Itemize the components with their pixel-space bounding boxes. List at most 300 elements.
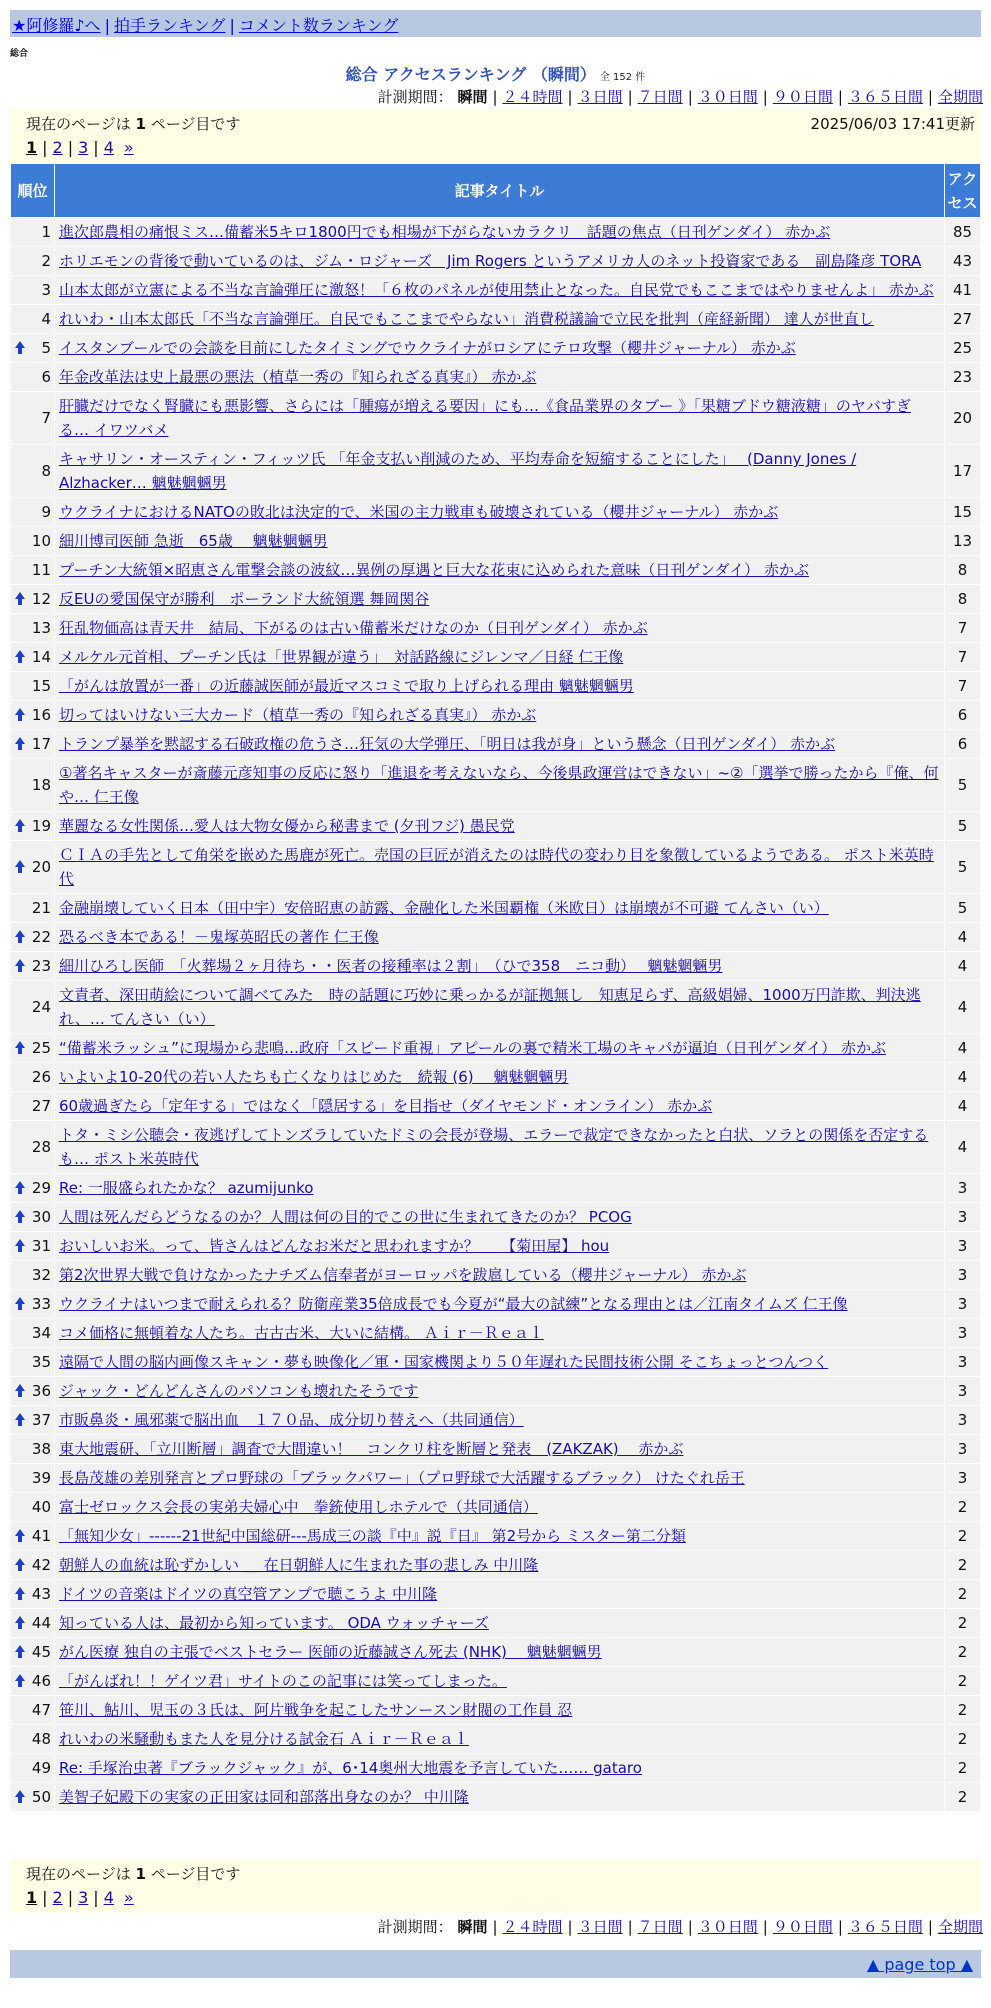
rank-cell [11,730,55,759]
table-row [11,363,981,392]
table-row [11,1174,981,1203]
rank-number: 35 [31,1353,51,1371]
rank-number: 46 [31,1672,51,1690]
article-link[interactable]: Re: 手塚治虫著『ブラックジャック』が、6･14奥州大地震を予言していた…… gataro [59,1759,642,1777]
period-link-24h[interactable]: ２４時間 [502,88,563,106]
rank-number: 25 [31,1039,51,1057]
rank-up-arrow-icon [15,341,25,348]
rank-cell [11,276,55,305]
rank-number: 34 [31,1324,51,1342]
title-cell [55,1063,945,1092]
period-label: 計測期間： [377,88,453,106]
rank-number: 11 [31,561,51,579]
period-link-365d[interactable]: ３６５日間 [847,88,923,106]
rank-up-arrow-icon [15,592,25,599]
title-cell [55,1092,945,1121]
article-link[interactable]: ウクライナにおけるNATOの敗北は決定的で、米国の主力戦車も破壊されている（櫻井ジャーナル） 赤かぶ [59,503,779,521]
page-status: 現在のページは 1 ページ目です [26,1865,241,1883]
table-row [11,585,981,614]
rank-cell [11,952,55,981]
access-count: 4 [945,952,981,981]
rank-up-arrow-icon [15,708,25,715]
table-row [11,276,981,305]
title-cell [55,1783,945,1812]
rank-cell [11,1522,55,1551]
header-access: アクセス [945,164,981,218]
article-link[interactable]: トランプ暴挙を黙認する石破政権の危うさ…狂気の大学弾圧、「明日は我が身」という懸念（日刊ゲンダイ） 赤かぶ [59,735,836,753]
rank-cell [11,1493,55,1522]
table-row [11,672,981,701]
rank-cell [11,1435,55,1464]
period-link-90d[interactable]: ９０日間 [772,88,833,106]
rank-cell [11,1609,55,1638]
rank-up-arrow-icon [15,819,25,826]
access-count: 4 [945,923,981,952]
pager-link-4[interactable]: 4 [103,138,114,157]
rank-cell [11,556,55,585]
access-count: 25 [945,334,981,363]
article-link[interactable]: 遠隔で人間の脳内画像スキャン・夢も映像化／軍・国家機関より５０年遅れた民間技術公開 そこちょっとつんつく [59,1353,829,1371]
rank-cell [11,841,55,894]
access-count: 3 [945,1406,981,1435]
rank-number: 6 [41,368,51,386]
title-cell [55,1319,945,1348]
article-link[interactable]: 細川博司医師 急逝 65歳 魑魅魍魎男 [59,532,328,550]
rank-cell [11,1174,55,1203]
article-link[interactable]: 肝臓だけでなく腎臓にも悪影響、さらには「腫瘍が増える要因」にも…《食品業界のタブー 》「果糖ブドウ糖液糖」のヤバすぎる… イワツバメ [59,397,911,439]
table-row [11,812,981,841]
title-cell [55,1203,945,1232]
rank-cell [11,1638,55,1667]
comment-ranking-link[interactable]: コメント数ランキング [238,16,399,35]
access-count: 6 [945,730,981,759]
access-count: 2 [945,1667,981,1696]
rank-number: 22 [31,928,51,946]
table-row [11,894,981,923]
table-row [11,701,981,730]
title-cell [55,585,945,614]
rank-cell [11,1580,55,1609]
pager-link-4[interactable]: 4 [103,1888,114,1907]
table-row [11,247,981,276]
rank-number: 26 [31,1068,51,1086]
ranking-table [10,163,981,1812]
article-link[interactable]: 狂乱物価高は青天井 結局、下がるのは古い備蓄米だけなのか（日刊ゲンダイ） 赤かぶ [59,619,648,637]
pager-link-2[interactable]: 2 [52,1888,63,1907]
access-count: 3 [945,1464,981,1493]
table-row [11,1377,981,1406]
rank-number: 36 [31,1382,51,1400]
rank-number: 17 [31,735,51,753]
title-cell [55,701,945,730]
article-link[interactable]: 人間は死んだらどうなるのか？人間は何の目的でこの世に生まれてきたのか？ PCOG [59,1208,632,1226]
period-link-24h[interactable]: ２４時間 [502,1918,563,1936]
period-current: 瞬間 [457,88,488,106]
title-cell [55,759,945,812]
title-cell [55,643,945,672]
access-count: 2 [945,1493,981,1522]
article-link[interactable]: 細川ひろし医師 「火葬場２ヶ月待ち・・医者の接種率は２割」 （ひで358 ニコ動） 魑魅魍魎男 [59,957,723,975]
article-link[interactable]: ホリエモンの背後で動いているのは、ジム・ロジャーズ Jim Rogers というアメリカ人のネット投資家である 副島隆彦 TORA [59,252,922,270]
period-link-30d[interactable]: ３０日間 [697,88,758,106]
rank-cell [11,305,55,334]
rank-cell [11,1034,55,1063]
article-link[interactable]: プーチン大統領×昭恵さん電撃会談の波紋…異例の厚遇と巨大な花束に込められた意味（日刊ゲンダイ） 赤かぶ [59,561,809,579]
article-link[interactable]: いよいよ10-20代の若い人たちも亡くなりはじめた 続報 (6) 魑魅魍魎男 [59,1068,569,1086]
article-link[interactable]: おいしいお米。って、皆さんはどんなお米だと思われますか？ 【菊田屋】 hou [59,1237,610,1255]
article-link[interactable]: 「がんばれ！！ゲイツ君」サイトのこの記事には笑ってしまった。 [59,1672,507,1690]
rank-cell [11,923,55,952]
title-cell [55,1290,945,1319]
access-count: 2 [945,1754,981,1783]
rank-cell [11,1406,55,1435]
rank-cell [11,392,55,445]
rank-number: 24 [31,998,51,1016]
title-cell [55,1464,945,1493]
rank-number: 50 [31,1788,51,1806]
article-link[interactable]: 60歳過ぎたら「定年する」ではなく「隠居する」を目指せ（ダイヤモンド・オンライン） 赤かぶ [59,1097,713,1115]
rank-cell [11,527,55,556]
title-cell [55,1609,945,1638]
rank-number: 47 [31,1701,51,1719]
article-link[interactable]: 文責者、深田萌絵について調べてみた 時の話題に巧妙に乗っかるが証拠無し 知恵足らず、高級娼婦、1000万円詐欺、判決逃れ、… てんさい（い） [59,986,921,1028]
title-cell [55,730,945,759]
table-row [11,556,981,585]
rank-number: 10 [31,532,51,550]
title-cell [55,1034,945,1063]
article-link[interactable]: ジャック・どんどんさんのパソコンも壊れたそうです [59,1382,419,1400]
title-cell [55,1121,945,1174]
access-count: 4 [945,1092,981,1121]
access-count: 2 [945,1609,981,1638]
article-link[interactable]: 反EUの愛国保守が勝利 ポーランド大統領選 舞岡関谷 [59,590,430,608]
table-row [11,392,981,445]
period-link-7d[interactable]: ７日間 [637,1918,683,1936]
article-link[interactable]: コメ価格に無頓着な人たち。古古古米、大いに結構。 Ａｉｒ－Ｒｅａｌ [59,1324,544,1342]
rank-up-arrow-icon [15,1645,25,1652]
rank-cell [11,498,55,527]
rank-cell [11,1551,55,1580]
rank-up-arrow-icon [15,1041,25,1048]
rank-number: 18 [31,776,51,794]
rank-number: 32 [31,1266,51,1284]
title-cell [55,923,945,952]
rank-cell [11,1290,55,1319]
clap-ranking-link[interactable]: 拍手ランキング [113,16,226,35]
rank-cell [11,218,55,247]
title-cell [55,556,945,585]
article-link[interactable]: 恐るべき本である！－鬼塚英昭氏の著作 仁王像 [59,928,379,946]
table-row [11,730,981,759]
rank-cell [11,1667,55,1696]
access-count: 20 [945,392,981,445]
title-cell [55,1493,945,1522]
rank-cell [11,812,55,841]
rank-number: 44 [31,1614,51,1632]
article-link[interactable]: Re: 一服盛られたかな？ azumijunko [59,1179,314,1197]
table-row [11,841,981,894]
title-cell [55,1232,945,1261]
article-link[interactable]: 東大地震研、「立川断層」調査で大間違い！ コンクリ柱を断層と発表 (ZAKZAK) 赤かぶ [59,1440,684,1458]
article-link[interactable]: 年金改革法は史上最悪の悪法（植草一秀の『知られざる真実』） 赤かぶ [59,368,537,386]
access-count: 41 [945,276,981,305]
rank-cell [11,1377,55,1406]
footer-bar [10,1950,981,1978]
article-link[interactable]: 第2次世界大戦で負けなかったナチズム信奉者がヨーロッパを跋扈している（櫻井ジャーナル） 赤かぶ [59,1266,747,1284]
table-row [11,1063,981,1092]
access-count: 3 [945,1435,981,1464]
article-link[interactable]: ①著名キャスターが斎藤元彦知事の反応に怒り「進退を考えないなら、今後県政運営はできない」~②「選挙で勝ったから『俺、何や… 仁王像 [59,764,939,806]
article-link[interactable]: 華麗なる女性関係…愛人は大物女優から秘書まで (夕刊フジ) 愚民党 [59,817,515,835]
rank-up-arrow-icon [15,1616,25,1623]
page-info-bottom [10,1859,981,1913]
page-status: 現在のページは 1 ページ目です [26,115,241,133]
article-link[interactable]: ドイツの音楽はドイツの真空管アンプで聴こうよ 中川隆 [59,1585,438,1603]
rank-number: 9 [41,503,51,521]
rank-cell [11,445,55,498]
access-count: 7 [945,614,981,643]
rank-number: 29 [31,1179,51,1197]
rank-cell [11,701,55,730]
pager-next[interactable]: » [123,138,134,157]
period-link-all[interactable]: 全期間 [937,88,983,106]
rank-cell [11,1319,55,1348]
title-cell [55,218,945,247]
table-row [11,1725,981,1754]
title-cell [55,1551,945,1580]
article-link[interactable]: トタ・ミシ公聴会・夜逃げしてトンズラしていたドミの会長が登場、エラーで裁定できなかったと白状、ソラとの関係を否定するも… ポスト米英時代 [59,1126,929,1168]
table-row [11,1754,981,1783]
title-cell [55,672,945,701]
rank-cell [11,1348,55,1377]
rank-cell [11,614,55,643]
rank-cell [11,334,55,363]
article-link[interactable]: “備蓄米ラッシュ”に現場から悲鳴…政府「スピード重視」アピールの裏で精米工場のキャパが逼迫（日刊ゲンダイ） 赤かぶ [59,1039,887,1057]
table-row [11,305,981,334]
title-cell [55,1435,945,1464]
rank-number: 12 [31,590,51,608]
period-selector-top: 計測期間： 瞬間 | ２４時間 | ３日間 | ７日間 | ３０日間 | ９０日間 | ３６５日間 | 全期間 [377,88,983,106]
rank-cell [11,1203,55,1232]
article-link[interactable]: 長島茂雄の差別発言とプロ野球の「ブラックパワー」（プロ野球で大活躍するブラック） けたぐれ岳王 [59,1469,745,1487]
period-selector-bottom: 計測期間： 瞬間 | ２４時間 | ３日間 | ７日間 | ３０日間 | ９０日間 | ３６５日間 | 全期間 [377,1918,983,1936]
access-count: 15 [945,498,981,527]
pager-link-3[interactable]: 3 [78,1888,89,1907]
table-row [11,1783,981,1812]
title-cell [55,334,945,363]
article-link[interactable]: 美智子妃殿下の実家の正田家は同和部落出身なのか？ 中川隆 [59,1788,469,1806]
access-count: 43 [945,247,981,276]
article-link[interactable]: 「がんは放置が一番」の近藤誠医師が最近マスコミで取り上げられる理由 魑魅魍魎男 [59,677,634,695]
title-cell [55,1261,945,1290]
page-title [0,62,991,85]
article-link[interactable]: 笹川、鮎川、児玉の３氏は、阿片戦争を起こしたサンースン財閥の工作員 忍 [59,1701,573,1719]
access-count: 5 [945,812,981,841]
table-row [11,1638,981,1667]
rank-cell [11,1232,55,1261]
article-link[interactable]: ＣＩＡの手先として角栄を嵌めた馬鹿が死亡。売国の巨匠が消えたのは時代の変わり目を象徴しているようである。 ポスト米英時代 [59,846,934,888]
access-count: 4 [945,1121,981,1174]
table-row [11,1034,981,1063]
article-link[interactable]: れいわの米騒動もまた人を見分ける試金石 Ａｉｒ－Ｒｅａｌ [59,1730,469,1748]
period-link-365d[interactable]: ３６５日間 [847,1918,923,1936]
article-link[interactable]: がん医療 独自の主張でベストセラー 医師の近藤誠さん死去 (NHK) 魑魅魍魎男 [59,1643,602,1661]
article-link[interactable]: 朝鮮人の血統は恥ずかしい ＿ 在日朝鮮人に生まれた事の悲しみ 中川隆 [59,1556,539,1574]
table-row [11,1092,981,1121]
rank-up-arrow-icon [15,930,25,937]
period-link-30d[interactable]: ３０日間 [697,1918,758,1936]
access-count: 3 [945,1261,981,1290]
article-link[interactable]: 金融崩壊していく日本（田中宇）安倍昭恵の訪露、金融化した米国覇権（米欧日）は崩壊が不可避 てんさい（い） [59,899,829,917]
access-count: 2 [945,1725,981,1754]
access-count: 23 [945,363,981,392]
total-count: 全 152 件 [599,72,646,83]
rank-up-arrow-icon [15,1674,25,1681]
access-count: 17 [945,445,981,498]
top-nav-bar [10,10,981,37]
rank-cell [11,363,55,392]
table-row [11,445,981,498]
rank-up-arrow-icon [15,1297,25,1304]
table-row [11,1609,981,1638]
rank-number: 30 [31,1208,51,1226]
title-cell [55,1667,945,1696]
rank-number: 7 [41,409,51,427]
table-row [11,923,981,952]
title-cell [55,498,945,527]
table-row [11,952,981,981]
title-cell [55,1377,945,1406]
access-count: 85 [945,218,981,247]
period-link-7d[interactable]: ７日間 [637,88,683,106]
rank-up-arrow-icon [15,1558,25,1565]
rank-number: 48 [31,1730,51,1748]
access-count: 13 [945,527,981,556]
rank-number: 16 [31,706,51,724]
period-link-all[interactable]: 全期間 [937,1918,983,1936]
title-cell [55,276,945,305]
home-link[interactable]: ★阿修羅♪へ [12,16,101,35]
period-link-3d[interactable]: ３日間 [577,88,623,106]
access-count: 2 [945,1522,981,1551]
table-row [11,334,981,363]
access-count: 3 [945,1232,981,1261]
nav-separator: | [229,16,235,35]
rank-cell [11,1783,55,1812]
pager-link-3[interactable]: 3 [78,138,89,157]
rank-number: 2 [41,252,51,270]
rank-up-arrow-icon [15,1587,25,1594]
access-count: 3 [945,1348,981,1377]
nav-separator: | [104,16,110,35]
rank-up-arrow-icon [15,737,25,744]
article-link[interactable]: 知っている人は、最初から知っています。 ODA ウォッチャーズ [59,1614,489,1632]
rank-cell [11,247,55,276]
access-count: 4 [945,981,981,1034]
title-cell [55,841,945,894]
rank-number: 43 [31,1585,51,1603]
rank-number: 3 [41,281,51,299]
rank-number: 37 [31,1411,51,1429]
rank-number: 19 [31,817,51,835]
rank-number: 39 [31,1469,51,1487]
table-row [11,981,981,1034]
category-label: 総合 [10,49,29,59]
access-count: 2 [945,1783,981,1812]
access-count: 6 [945,701,981,730]
pager-current: 1 [26,138,38,157]
rank-cell [11,759,55,812]
rank-cell [11,1725,55,1754]
access-count: 3 [945,1174,981,1203]
title-cell [55,894,945,923]
pager-current: 1 [26,1888,38,1907]
rank-up-arrow-icon [15,959,25,966]
table-row [11,1261,981,1290]
access-count: 5 [945,894,981,923]
article-link[interactable]: ウクライナはいつまで耐えられる？防衛産業35倍成長でも今夏が“最大の試練”となる理由とは／江南タイムズ 仁王像 [59,1295,848,1313]
period-link-3d[interactable]: ３日間 [577,1918,623,1936]
rank-cell [11,1464,55,1493]
pager-next[interactable]: » [123,1888,134,1907]
access-count: 7 [945,672,981,701]
title-cell [55,1580,945,1609]
rank-cell [11,1092,55,1121]
article-link[interactable]: キャサリン・オースティン・フィッツ氏 「年金支払い削減のため、平均寿命を短縮することにした」 (Danny Jones / Alzhacker… 魑魅魍魎男 [59,450,857,492]
access-count: 7 [945,643,981,672]
access-count: 27 [945,305,981,334]
title-cell [55,305,945,334]
rank-up-arrow-icon [15,1210,25,1217]
rank-number: 15 [31,677,51,695]
access-count: 4 [945,1034,981,1063]
table-row [11,218,981,247]
rank-up-arrow-icon [15,1790,25,1797]
period-link-90d[interactable]: ９０日間 [772,1918,833,1936]
article-link[interactable]: イスタンブールでの会談を目前にしたタイミングでウクライナがロシアにテロ攻撃（櫻井ジャーナル） 赤かぶ [59,339,796,357]
article-link[interactable]: 市販鼻炎・風邪薬で脳出血 １７０品、成分切り替えへ（共同通信） [59,1411,524,1429]
ranking-title: 総合 アクセスランキング （瞬間） [345,65,596,84]
article-link[interactable]: 山本太郎が立憲による不当な言論弾圧に激怒！「６枚のパネルが使用禁止となった。自民党でもここまではやりませんよ」 赤かぶ [59,281,934,299]
rank-number: 23 [31,957,51,975]
table-row [11,1580,981,1609]
table-row [11,1203,981,1232]
table-row [11,614,981,643]
article-link[interactable]: れいわ・山本太郎氏「不当な言論弾圧。自民でもここまでやらない」消費税議論で立民を批判（産経新聞） 達人が世直し [59,310,874,328]
rank-up-arrow-icon [15,1181,25,1188]
period-current: 瞬間 [457,1918,488,1936]
page-top-link[interactable]: ▲ page top ▲ [866,1955,973,1974]
article-link[interactable]: 富士ゼロックス会長の実弟夫婦心中 拳銃使用しホテルで（共同通信） [59,1498,538,1516]
access-count: 2 [945,1638,981,1667]
table-row [11,1290,981,1319]
title-cell [55,1725,945,1754]
article-link[interactable]: 切ってはいけない三大カード（植草一秀の『知られざる真実』） 赤かぶ [59,706,537,724]
title-cell [55,981,945,1034]
ranking-body [11,218,981,1812]
rank-cell [11,894,55,923]
table-row [11,1551,981,1580]
article-link[interactable]: メルケル元首相、プーチン氏は「世界観が違う」 対話路線にジレンマ／日経 仁王像 [59,648,624,666]
rank-cell [11,1063,55,1092]
title-cell [55,1174,945,1203]
title-cell [55,1348,945,1377]
article-link[interactable]: 進次郎農相の痛恨ミス…備蓄米5キロ1800円でも相場が下がらないカラクリ 話題の焦点（日刊ゲンダイ） 赤かぶ [59,223,831,241]
header-title: 記事タイトル [55,164,945,218]
rank-number: 40 [31,1498,51,1516]
article-link[interactable]: 「無知少女」------21世紀中国総研---馬成三の談『中』説『日』 第2号から ミスター第二分類 [59,1527,686,1545]
pager-link-2[interactable]: 2 [52,138,63,157]
